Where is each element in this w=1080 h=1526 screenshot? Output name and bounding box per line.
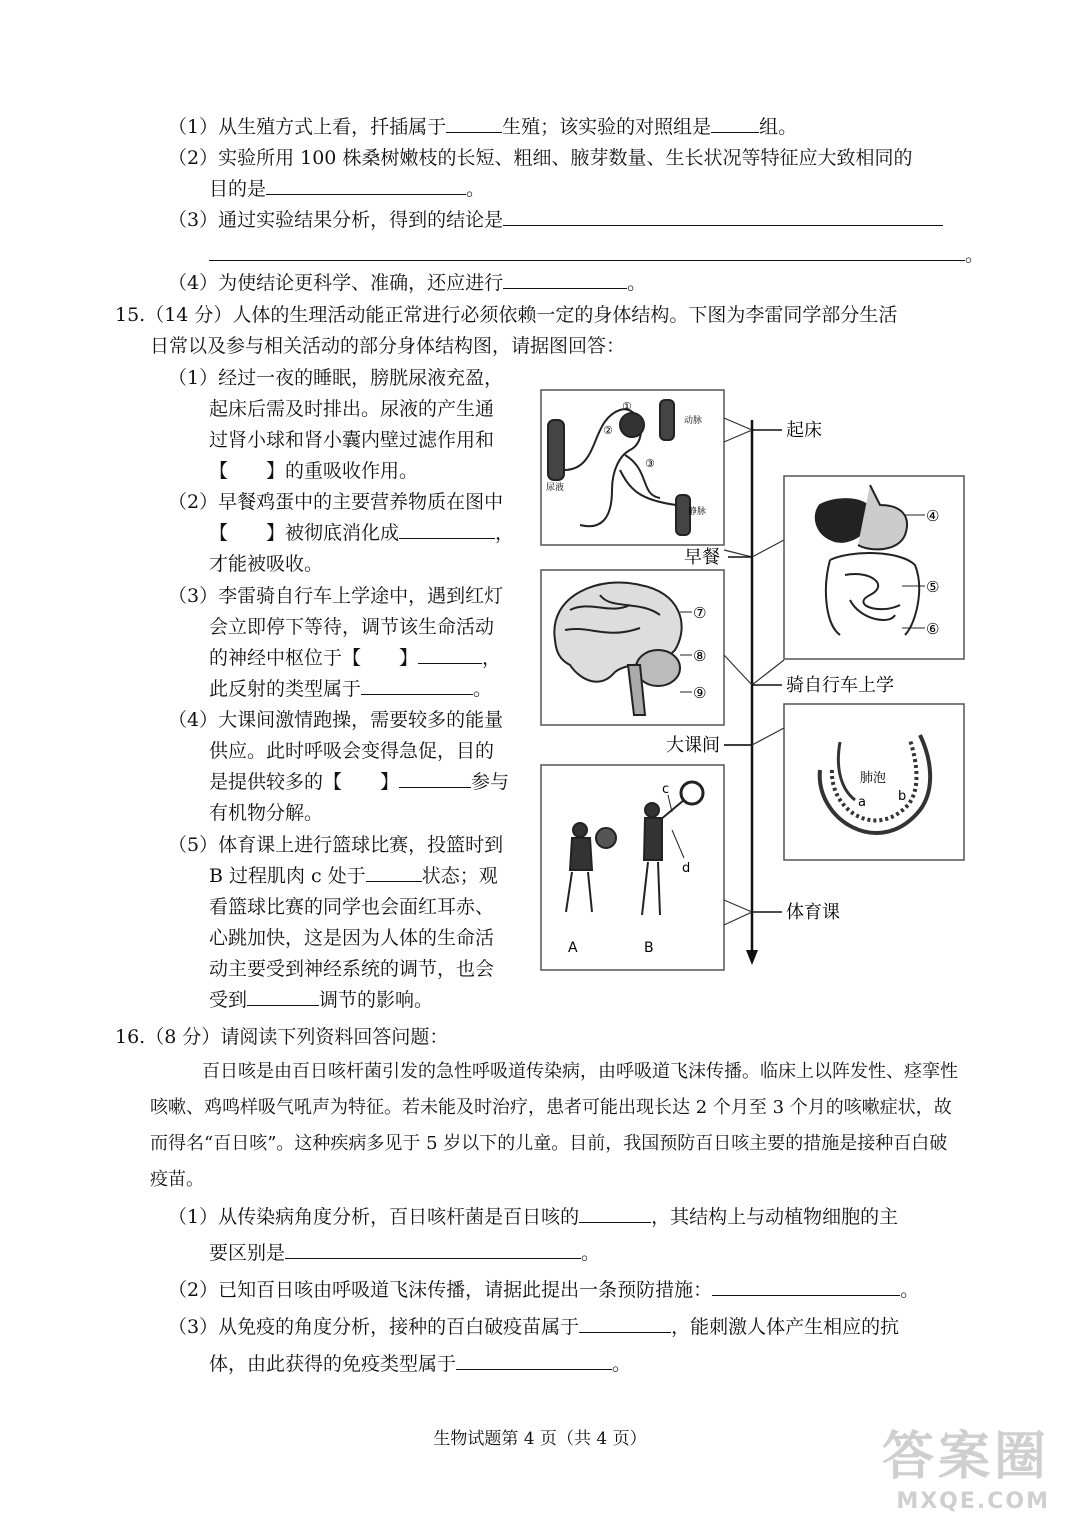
nephron-diagram (548, 400, 690, 535)
q15-item2-l2: 【 】被彻底消化成 ， (209, 518, 514, 548)
q15-header-line2: 日常以及参与相关活动的部分身体结构图，请据图回答： (150, 335, 626, 357)
answer-blank[interactable] (418, 643, 482, 664)
answer-blank[interactable] (503, 205, 943, 226)
label-9: ⑨ (693, 684, 707, 702)
q15-item2-l3: 才能被吸收。 (209, 553, 324, 575)
q14-item3: （3）通过实验结果分析，得到的结论是 (168, 205, 943, 235)
q16-item2: （2）已知百日咳由呼吸道飞沫传播，请据此提出一条预防措施： 。 (168, 1275, 919, 1305)
q15-item4-l2: 供应。此时呼吸会变得急促，目的 (209, 740, 495, 762)
q15-item1-l4: 【 】的重吸收作用。 (209, 460, 419, 482)
answer-blank[interactable] (266, 174, 466, 195)
label-urine: 尿液 (546, 483, 565, 493)
timeline-breakfast: 早餐 (684, 547, 720, 568)
answer-blank[interactable] (503, 268, 627, 289)
timeline-wake: 起床 (786, 420, 822, 441)
label-2: ② (603, 424, 613, 437)
label-7: ⑦ (693, 604, 707, 622)
digestive-diagram (816, 485, 919, 635)
q15-item5-l4: 心跳加快，这是因为人体的生命活 (209, 927, 495, 949)
timeline-arrow-icon (746, 950, 758, 965)
q15-header-line1: 15.（14 分）人体的生理活动能正常进行必须依赖一定的身体结构。下图为李雷同学部分生活 (115, 304, 898, 326)
answer-blank[interactable] (399, 518, 495, 539)
answer-blank[interactable] (285, 1238, 581, 1259)
timeline-bike: 骑自行车上学 (786, 675, 894, 696)
label-d: d (682, 861, 691, 876)
label-4: ④ (926, 507, 940, 525)
answer-blank[interactable] (247, 985, 319, 1006)
q16-header: 16.（8 分）请阅读下列资料回答问题： (115, 1026, 449, 1048)
label-1: ① (622, 400, 632, 413)
q15-item5-l5: 动主要受到神经系统的调节，也会 (209, 958, 495, 980)
label-b: b (898, 789, 907, 804)
q15-item5-l2: B 过程肌肉 c 处于 状态；观 (209, 861, 498, 891)
q15-item3-l1: （3）李雷骑自行车上学途中，遇到红灯 (168, 585, 504, 607)
page-footer: 生物试题第 4 页（共 4 页） (433, 1429, 647, 1449)
q16-item1-l2: 要区别是 。 (209, 1238, 600, 1268)
q15-item3-l2: 会立即停下等待，调节该生命活动 (209, 616, 495, 638)
q14-item2-line1: （2）实验所用 100 株桑树嫩枝的长短、粗细、腋芽数量、生长状况等特征应大致相同的 (168, 147, 913, 169)
label-5: ⑤ (926, 578, 940, 596)
answer-blank[interactable] (712, 1275, 900, 1296)
answer-blank[interactable] (711, 112, 759, 133)
label-vein: 静脉 (688, 507, 707, 517)
label-a: a (858, 795, 866, 810)
answer-blank[interactable] (456, 1349, 612, 1370)
label-c: c (662, 782, 670, 797)
q15-item5-l3: 看篮球比赛的同学也会面红耳赤、 (209, 896, 495, 918)
label-artery: 动脉 (684, 416, 703, 426)
timeline-break: 大课间 (666, 735, 720, 756)
body-structure-figure (530, 380, 980, 980)
answer-blank[interactable] (399, 767, 471, 788)
label-alveolus: 肺泡 (860, 771, 887, 786)
label-B: B (644, 940, 654, 956)
player-a (566, 823, 616, 912)
label-3: ③ (645, 457, 655, 470)
q15-item5-l1: （5）体育课上进行篮球比赛，投篮时到 (168, 834, 504, 856)
q15-item2-l1: （2）早餐鸡蛋中的主要营养物质在图中 (168, 491, 504, 513)
label-8: ⑧ (693, 647, 707, 665)
q16-item1-l1: （1）从传染病角度分析，百日咳杆菌是百日咳的 ，其结构上与动植物细胞的主 (168, 1202, 898, 1232)
answer-blank[interactable] (579, 1312, 671, 1333)
q15-item4-l3: 是提供较多的【 】 参与 (209, 767, 509, 797)
q14-item1: （1）从生殖方式上看，扦插属于 生殖；该实验的对照组是 组。 (168, 112, 797, 142)
q15-item3-l3: 的神经中枢位于【 】 ， (209, 643, 501, 673)
answer-blank[interactable] (361, 674, 473, 695)
brain-diagram (554, 582, 681, 715)
q15-item4-l4: 有机物分解。 (209, 802, 324, 824)
watermark-logo: 答案圈 MXQE.COM (881, 1427, 1050, 1514)
q15-item1-l3: 过肾小球和肾小囊内壁过滤作用和 (209, 429, 495, 451)
timeline-pe: 体育课 (786, 902, 840, 923)
q14-item4: （4）为使结论更科学、准确，还应进行 。 (168, 268, 646, 298)
q15-item5-l6: 受到 调节的影响。 (209, 985, 433, 1015)
q14-item2-line2: 目的是 。 (209, 174, 485, 204)
answer-blank[interactable] (579, 1202, 651, 1223)
label-6: ⑥ (926, 620, 940, 638)
player-b (642, 782, 703, 915)
q15-item3-l4: 此反射的类型属于 。 (209, 674, 492, 704)
answer-blank[interactable] (209, 240, 965, 261)
q16-item3-l2: 体，由此获得的免疫类型属于 。 (209, 1349, 631, 1379)
answer-blank[interactable] (446, 112, 502, 133)
q16-passage: 百日咳是由百日咳杆菌引发的急性呼吸道传染病，由呼吸道飞沫传播。临床上以阵发性、痉挛性咳嗽、鸡鸣样吸气吼声为特征。若未能及时治疗，患者可能出现长达 2 个月至 3 个月的咳嗽症状，故而得名“百日咳”。这种疾病多见于 5 岁以下的儿童。目前，我国预防百日咳主要的措施是接种百白破疫苗。 (150, 1061, 958, 1190)
q16-item3-l1: （3）从免疫的角度分析，接种的百白破疫苗属于 ，能刺激人体产生相应的抗 (168, 1312, 899, 1342)
q15-item4-l1: （4）大课间激情跑操，需要较多的能量 (168, 709, 504, 731)
q15-item1-l1: （1）经过一夜的睡眠，膀胱尿液充盈， (168, 367, 504, 389)
q14-item3-line2: 。 (209, 240, 984, 270)
answer-blank[interactable] (366, 861, 422, 882)
label-A: A (568, 940, 578, 956)
q15-item1-l2: 起床后需及时排出。尿液的产生通 (209, 398, 495, 420)
